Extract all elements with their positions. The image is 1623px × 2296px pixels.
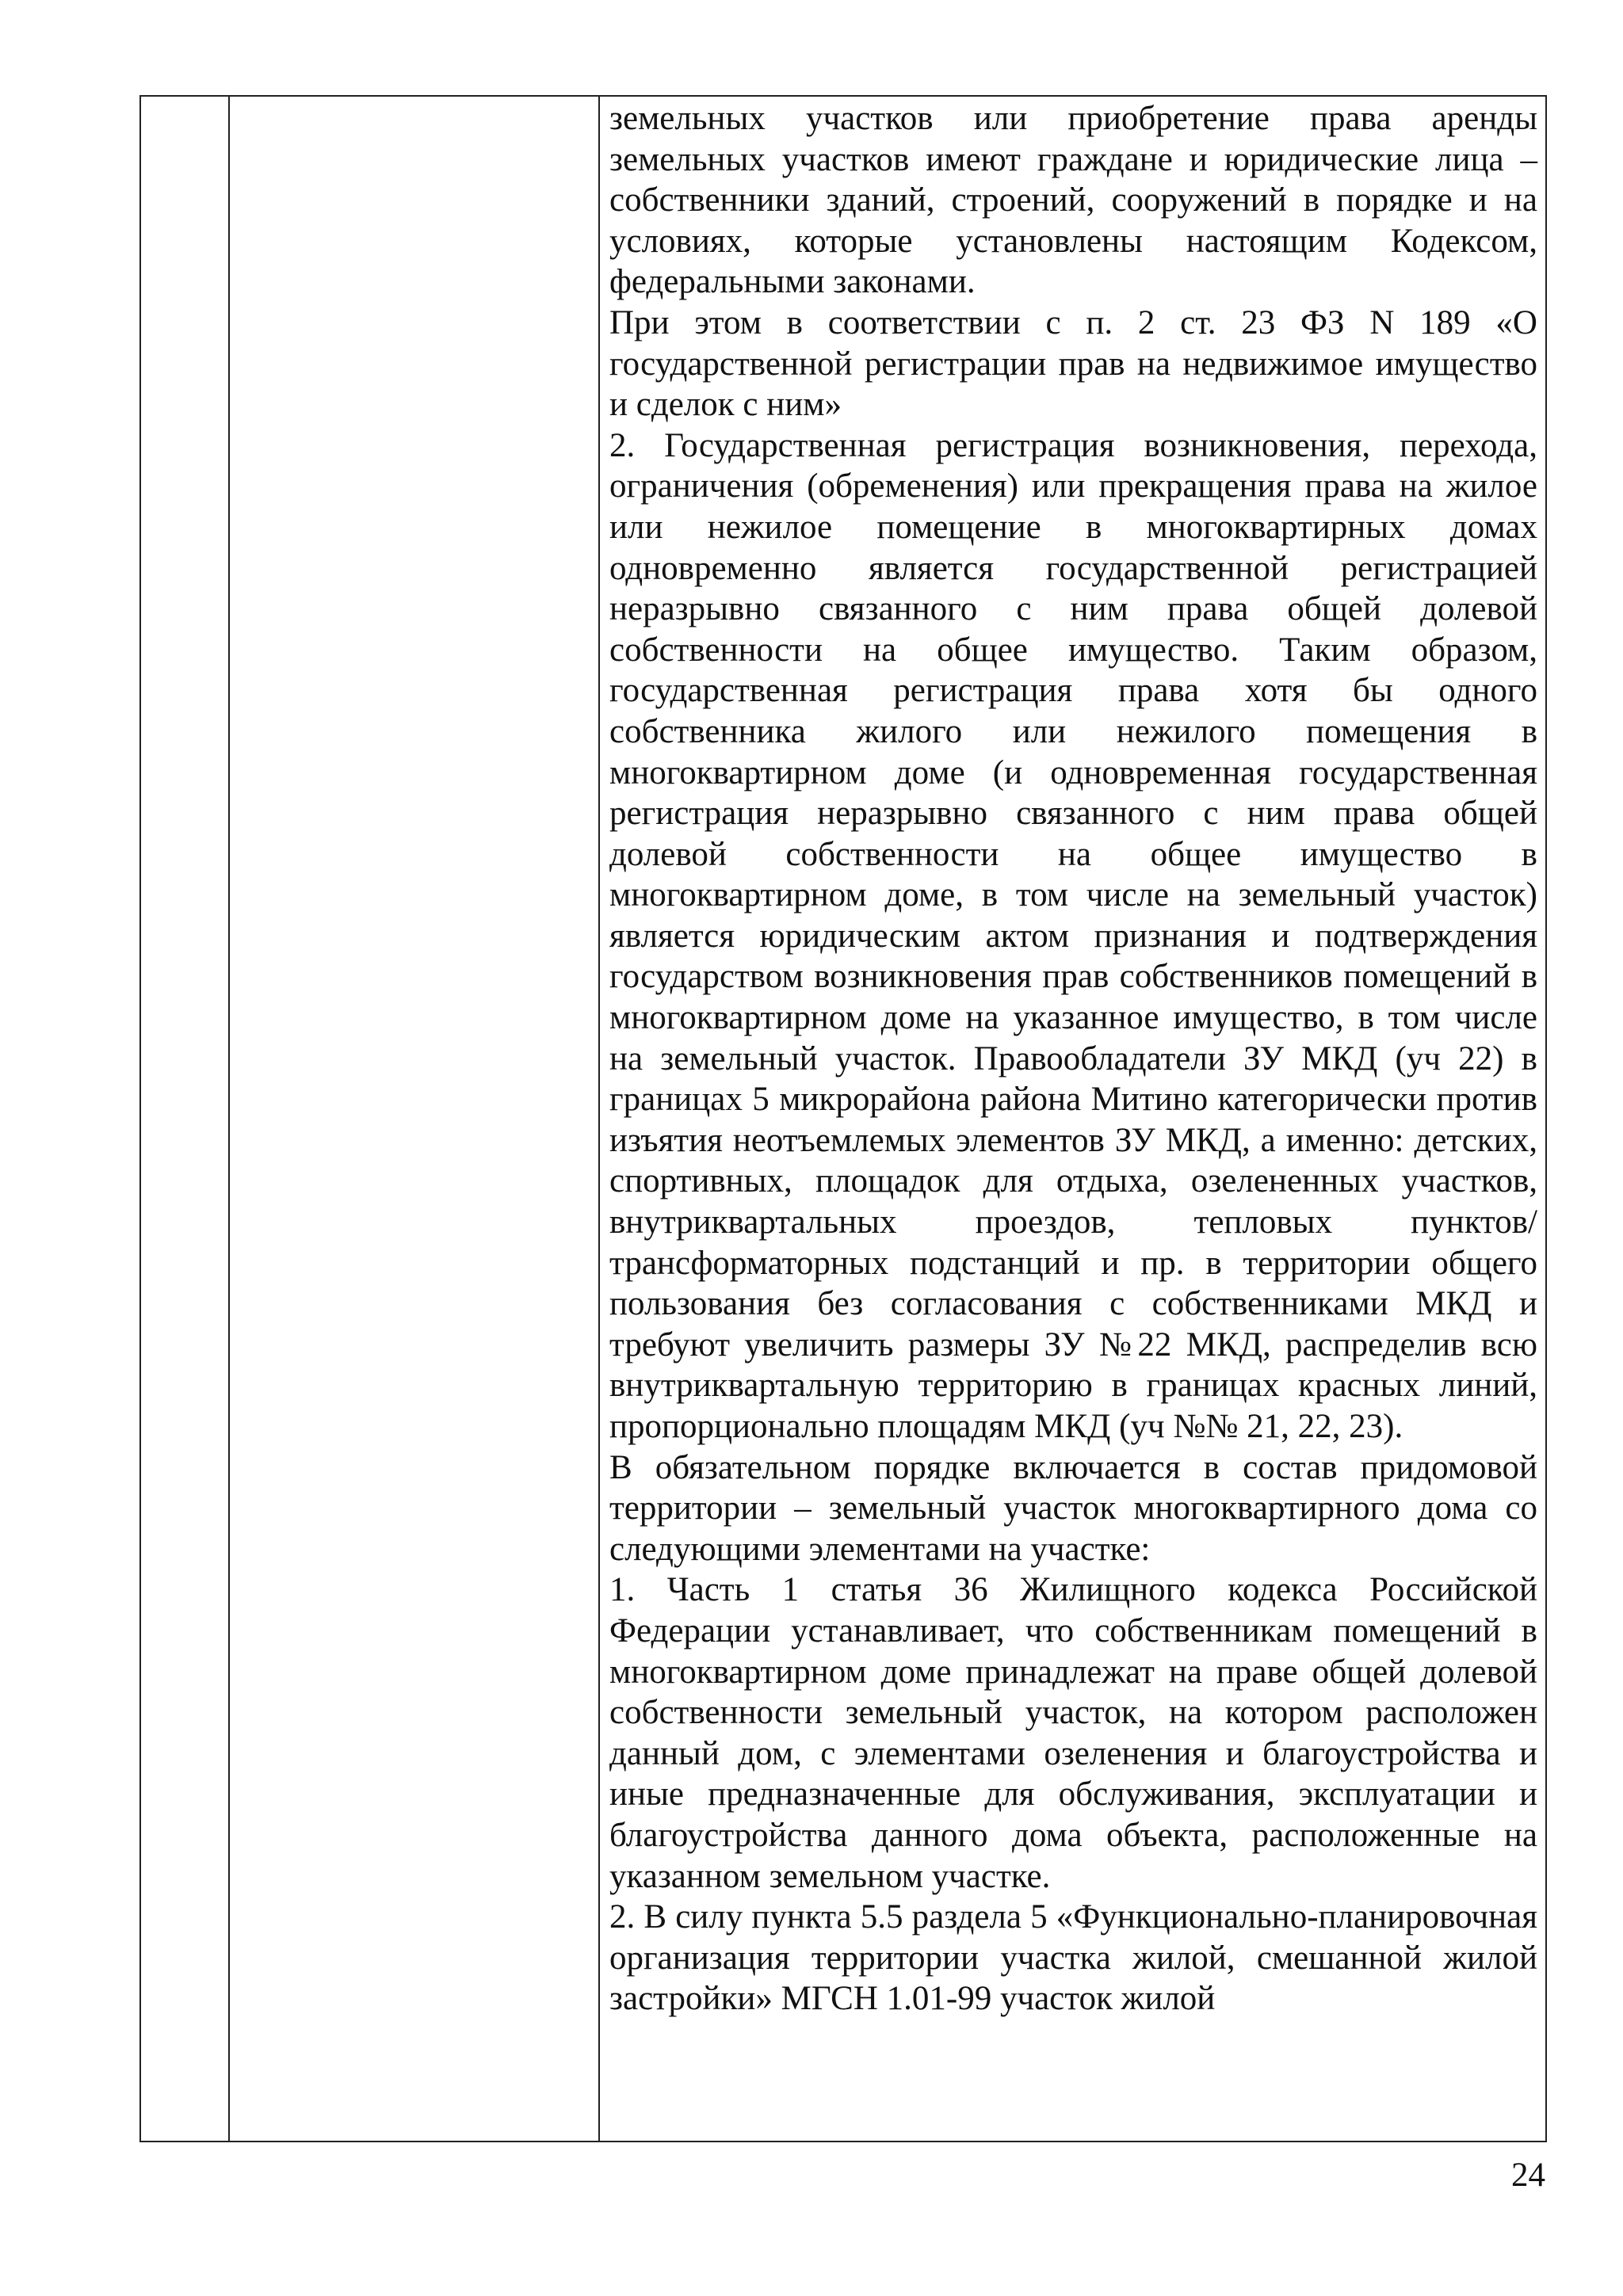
- paragraph: 2. Государственная регистрация возникновения, перехода, ограничения (обременения) или прекращения права на жилое или нежилое помещение в многоквартирных домах одновременно является государственной регистрацией неразрывно связанного с ним права общей долевой собственности на общее имущество. Таким образом, государственная регистрация права хотя бы одного собственника жилого или нежилого помещения в многоквартирном доме (и одновременная государственная регистрация неразрывно связанного с ним права общей долевой собственности на общее имущество в многоквартирном доме, в том числе на земельный участок) является юридическим актом признания и подтверждения государством возникновения прав собственников помещений в многоквартирном доме на указанное имущество, в том числе на земельный участок. Правообладатели ЗУ МКД (уч 22) в границах 5 микрорайона района Митино категорически против изъятия неотъемлемых элементов ЗУ МКД, а именно: детских, спортивных, площадок для отдыха, озелененных участков, внутриквартальных проездов, тепловых пунктов/трансформаторных подстанций и пр. в территории общего пользования без согласования с собственниками МКД и требуют увеличить размеры ЗУ №22 МКД, распределив всю внутриквартальную территорию в границах красных линий, пропорционально площадям МКД (уч №№ 21, 22, 23).: [609, 426, 1537, 1445]
- table-cell-subject: [229, 96, 599, 2142]
- paragraph: В обязательном порядке включается в состав придомовой территории – земельный участок многоквартирного дома со следующими элементами на участке:: [609, 1448, 1537, 1568]
- paragraph: 2. В силу пункта 5.5 раздела 5 «Функционально-планировочная организация территории участка жилой, смешанной жилой застройки» МГСН 1.01-99 участок жилой: [609, 1898, 1537, 2018]
- paragraph: При этом в соответствии с п. 2 ст. 23 ФЗ N 189 «О государственной регистрации прав на недвижимое имущество и сделок с ним»: [609, 303, 1537, 424]
- table-cell-text: [599, 96, 1546, 2142]
- page-number: 24: [1511, 2157, 1545, 2194]
- paragraph: 1. Часть 1 статья 36 Жилищного кодекса Российской Федерации устанавливает, что собственникам помещений в многоквартирном доме принадлежат на праве общей долевой собственности земельный участок, на котором расположен данный дом, с элементами озеленения и благоустройства и иные предназначенные для обслуживания, эксплуатации и благоустройства данного дома объекта, расположенные на указанном земельном участке.: [609, 1571, 1537, 1895]
- table-row: [140, 96, 1546, 2142]
- paragraph: земельных участков или приобретение права аренды земельных участков имеют граждане и юридические лица – собственники зданий, строений, сооружений в порядке и на условиях, которые установлены настоящим Кодексом, федеральными законами.: [609, 100, 1537, 301]
- document-table: [139, 95, 1547, 2142]
- table-cell-number: [140, 96, 229, 2142]
